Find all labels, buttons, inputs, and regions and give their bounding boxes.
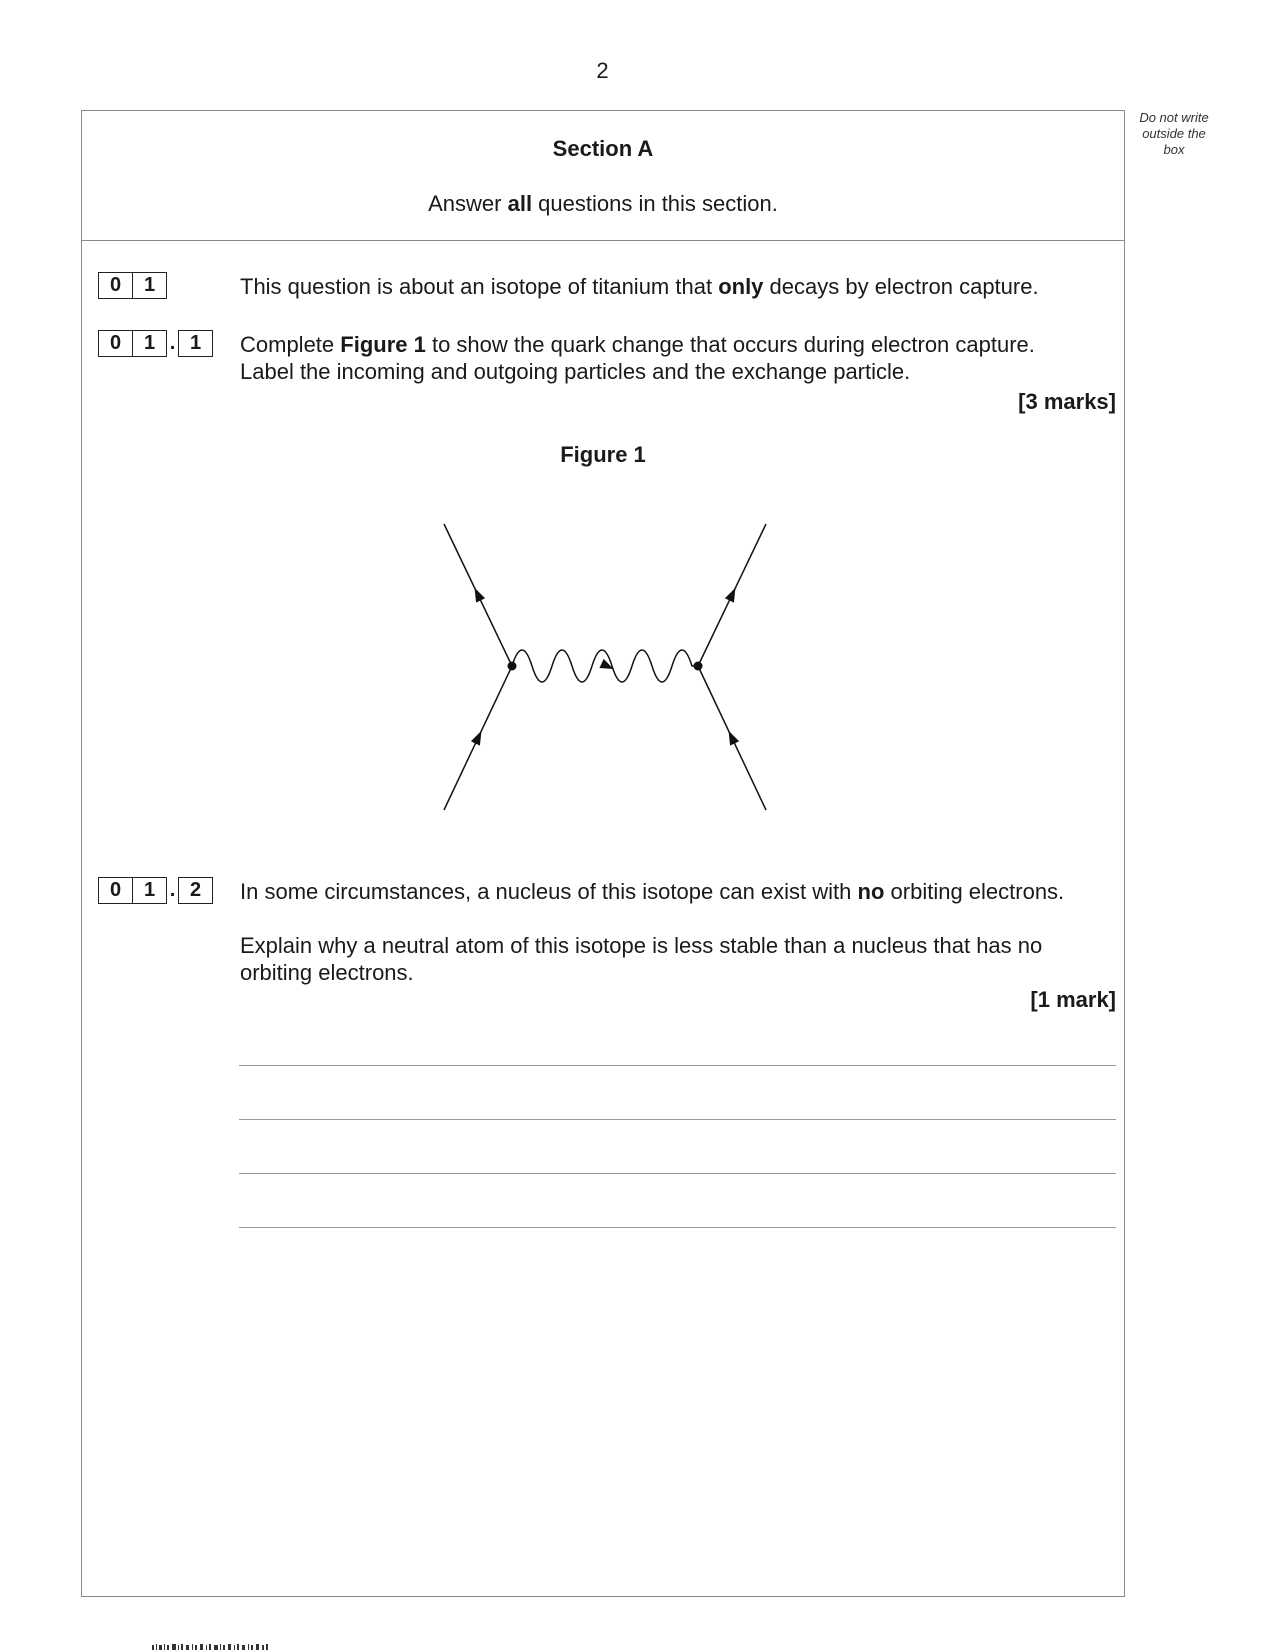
instruction-emphasis: all — [507, 191, 533, 216]
arrow-icon — [724, 729, 739, 746]
question-subdigit: 1 — [189, 332, 202, 354]
vertex-left — [508, 662, 517, 671]
arrow-icon — [471, 729, 486, 746]
arrow-icon — [470, 586, 485, 603]
question-number-01-2: 0 1 . 2 — [98, 877, 213, 904]
answer-line[interactable] — [239, 1119, 1116, 1120]
question-digit: 1 — [132, 273, 166, 298]
question-digit: 0 — [109, 274, 122, 296]
page-number: 2 — [596, 58, 609, 83]
question-01-2-prompt: Explain why a neutral atom of this isotope is less stable than a nucleus that has no orbiting electrons. — [240, 933, 1043, 985]
question-digit: 1 — [132, 331, 166, 356]
question-digit: 1 — [132, 878, 166, 903]
question-01-1-text: Complete Figure 1 to show the quark change that occurs during electron capture. Label the incoming and outgoing particles and the exchange particle. — [240, 332, 1035, 384]
feynman-diagram-icon — [420, 510, 780, 820]
figure-title: Figure 1 — [560, 442, 646, 467]
marks-label: [3 marks] — [1018, 389, 1116, 414]
question-digit: 0 — [109, 879, 122, 901]
question-01-2-text: In some circumstances, a nucleus of this isotope can exist with no orbiting electrons. — [240, 879, 1065, 904]
marks-label: [1 mark] — [1030, 987, 1116, 1012]
question-number-01-1: 0 1 . 1 — [98, 330, 213, 357]
margin-note: Do not write outside the box — [1139, 110, 1209, 157]
question-number-01 — [98, 272, 167, 299]
section-divider — [81, 240, 1125, 241]
answer-line[interactable] — [239, 1065, 1116, 1066]
question-digit: 0 — [109, 332, 122, 354]
barcode-icon — [152, 1643, 268, 1650]
answer-line[interactable] — [239, 1227, 1116, 1228]
vertex-right — [694, 662, 703, 671]
section-title: Section A — [552, 136, 654, 161]
arrow-icon — [725, 586, 740, 603]
question-subdigit: 2 — [189, 879, 202, 901]
section-instruction: Answer all questions in this section. — [428, 191, 778, 216]
answer-line[interactable] — [239, 1173, 1116, 1174]
question-01-text: This question is about an isotope of titanium that only decays by electron capture. — [240, 274, 1039, 299]
